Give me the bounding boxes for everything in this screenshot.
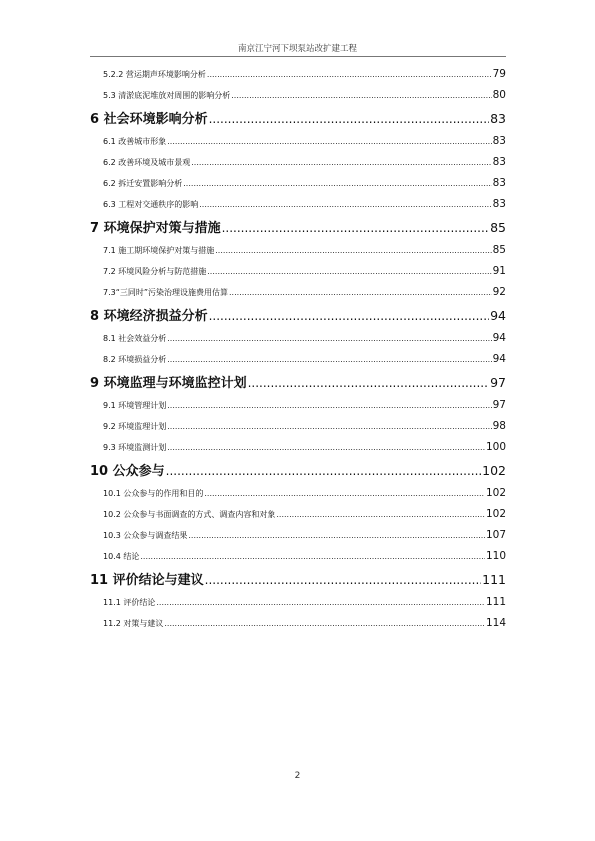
toc-section-entry[interactable]: [90, 261, 506, 282]
toc-entry-title: 9.1 环境管理计划: [103, 401, 167, 410]
toc-entry-title: 8 环境经济损益分析: [90, 309, 208, 324]
dot-leader: [188, 525, 485, 546]
toc-section-entry[interactable]: [90, 504, 506, 525]
toc-section-entry[interactable]: [90, 546, 506, 567]
toc-entry-title: 7.2 环境风险分析与防范措施: [103, 267, 207, 276]
toc-section-entry[interactable]: [90, 173, 506, 194]
toc-entry-title: 5.2.2 营运期声环境影响分析: [103, 70, 206, 79]
dot-leader: [222, 216, 490, 241]
toc-section-entry[interactable]: [90, 613, 506, 634]
toc-entry-page-number: 100: [485, 441, 506, 453]
toc-entry-title: 6.2 拆迁安置影响分析: [103, 179, 183, 188]
toc-entry-title: 8.2 环境损益分析: [103, 355, 167, 364]
toc-chapter-entry[interactable]: [90, 215, 506, 240]
toc-entry-title: 6.3 工程对交通秩序的影响: [103, 200, 199, 209]
dot-leader: [164, 613, 485, 634]
dot-leader: [205, 568, 482, 593]
toc-section-entry[interactable]: [90, 152, 506, 173]
dot-leader: [199, 194, 491, 215]
toc-entry-title: 10.1 公众参与的作用和目的: [103, 489, 204, 498]
dot-leader: [140, 546, 485, 567]
dot-leader: [209, 107, 490, 132]
toc-entry-page-number: 114: [485, 617, 506, 629]
toc-entry-page-number: 83: [492, 135, 506, 147]
toc-entry-title: 7.1 施工期环境保护对策与措施: [103, 246, 215, 255]
dot-leader: [207, 261, 491, 282]
dot-leader: [191, 152, 491, 173]
toc-section-entry[interactable]: [90, 592, 506, 613]
dot-leader: [209, 304, 490, 329]
toc-section-entry[interactable]: [90, 282, 506, 303]
toc-entry-title: 10.4 结论: [103, 552, 140, 561]
toc-entry-title: 6.2 改善环境及城市景观: [103, 158, 191, 167]
toc-section-entry[interactable]: [90, 85, 506, 106]
toc-entry-page-number: 92: [492, 286, 506, 298]
table-of-contents: [90, 64, 506, 634]
toc-entry-title: 8.1 社会效益分析: [103, 334, 167, 343]
toc-entry-title: 9 环境监理与环境监控计划: [90, 376, 247, 391]
toc-entry-title: 11.1 评价结论: [103, 598, 156, 607]
toc-entry-page-number: 83: [492, 198, 506, 210]
header-rule: [90, 56, 506, 57]
toc-entry-title: 10 公众参与: [90, 464, 165, 479]
toc-section-entry[interactable]: [90, 525, 506, 546]
dot-leader: [204, 483, 485, 504]
toc-entry-title: 9.2 环境监理计划: [103, 422, 167, 431]
toc-section-entry[interactable]: [90, 416, 506, 437]
toc-chapter-entry[interactable]: [90, 303, 506, 328]
toc-section-entry[interactable]: [90, 131, 506, 152]
toc-entry-title: 6.1 改善城市形象: [103, 137, 167, 146]
toc-entry-page-number: 83: [492, 177, 506, 189]
toc-section-entry[interactable]: [90, 395, 506, 416]
toc-entry-page-number: 91: [492, 265, 506, 277]
toc-entry-page-number: 83: [490, 111, 506, 126]
toc-section-entry[interactable]: [90, 437, 506, 458]
toc-entry-title: 7.3“三同时”污染治理设施费用估算: [103, 288, 229, 297]
toc-entry-title: 11 评价结论与建议: [90, 573, 204, 588]
toc-entry-title: 7 环境保护对策与措施: [90, 221, 221, 236]
page-number: 2: [294, 771, 301, 781]
toc-entry-page-number: 102: [485, 508, 506, 520]
toc-entry-page-number: 85: [490, 220, 506, 235]
toc-entry-page-number: 80: [492, 89, 506, 101]
running-header: 南京江宁河下坝泵站改扩建工程: [237, 44, 357, 54]
dot-leader: [276, 504, 485, 525]
toc-entry-page-number: 97: [492, 399, 506, 411]
toc-entry-title: 10.2 公众参与书面调查的方式、调查内容和对象: [103, 510, 276, 519]
dot-leader: [229, 282, 492, 303]
toc-section-entry[interactable]: [90, 349, 506, 370]
toc-entry-page-number: 94: [490, 308, 506, 323]
dot-leader: [166, 459, 482, 484]
toc-chapter-entry[interactable]: [90, 567, 506, 592]
toc-entry-title: 10.3 公众参与调查结果: [103, 531, 188, 540]
toc-entry-page-number: 83: [492, 156, 506, 168]
dot-leader: [207, 64, 492, 85]
dot-leader: [167, 416, 491, 437]
toc-entry-page-number: 107: [485, 529, 506, 541]
toc-entry-page-number: 110: [485, 550, 506, 562]
toc-section-entry[interactable]: [90, 64, 506, 85]
toc-section-entry[interactable]: [90, 194, 506, 215]
dot-leader: [167, 437, 485, 458]
dot-leader: [167, 328, 491, 349]
toc-chapter-entry[interactable]: [90, 458, 506, 483]
dot-leader: [167, 349, 491, 370]
toc-entry-page-number: 111: [485, 596, 506, 608]
toc-entry-page-number: 111: [482, 572, 506, 587]
toc-entry-page-number: 98: [492, 420, 506, 432]
toc-entry-title: 5.3 清淤底泥堆放对周围的影响分析: [103, 91, 231, 100]
dot-leader: [167, 395, 491, 416]
toc-section-entry[interactable]: [90, 328, 506, 349]
toc-entry-title: 6 社会环境影响分析: [90, 112, 208, 127]
dot-leader: [156, 592, 485, 613]
dot-leader: [248, 371, 490, 396]
toc-entry-page-number: 94: [492, 353, 506, 365]
toc-entry-page-number: 97: [490, 375, 506, 390]
toc-section-entry[interactable]: [90, 483, 506, 504]
toc-entry-title: 11.2 对策与建议: [103, 619, 164, 628]
toc-chapter-entry[interactable]: [90, 370, 506, 395]
dot-leader: [167, 131, 491, 152]
toc-entry-page-number: 79: [492, 68, 506, 80]
toc-chapter-entry[interactable]: [90, 106, 506, 131]
toc-entry-page-number: 102: [485, 487, 506, 499]
toc-entry-page-number: 102: [482, 463, 506, 478]
dot-leader: [231, 85, 491, 106]
toc-entry-page-number: 94: [492, 332, 506, 344]
dot-leader: [183, 173, 491, 194]
toc-entry-title: 9.3 环境监测计划: [103, 443, 167, 452]
dot-leader: [215, 240, 491, 261]
toc-entry-page-number: 85: [492, 244, 506, 256]
toc-section-entry[interactable]: [90, 240, 506, 261]
